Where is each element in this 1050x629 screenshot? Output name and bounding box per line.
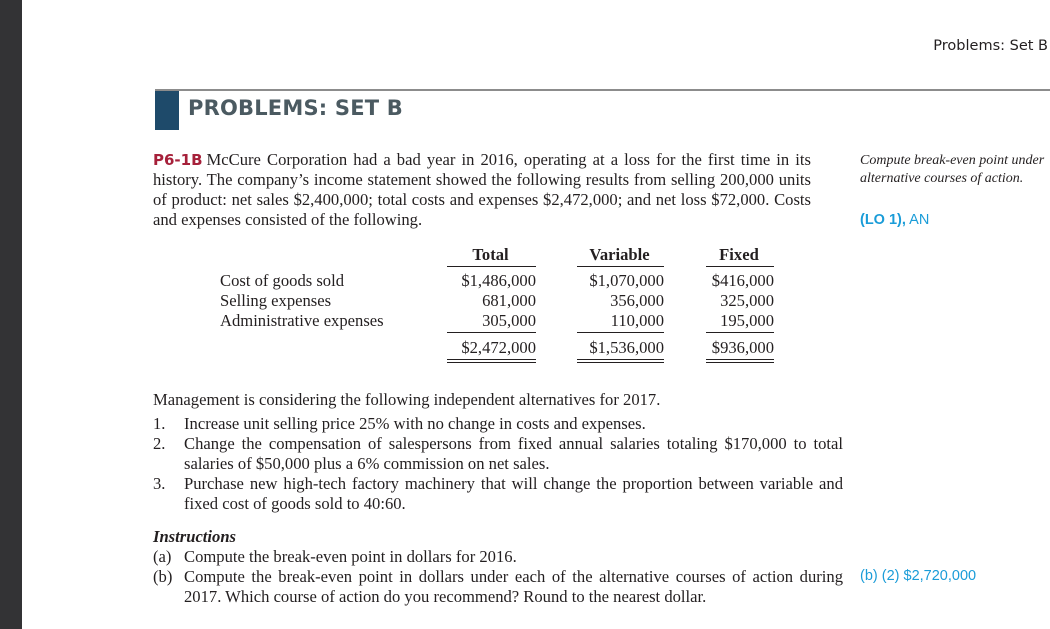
col-header-variable: Variable [589, 245, 650, 264]
item-marker: 1. [153, 414, 166, 433]
cell-fixed: 195,000 [720, 311, 774, 330]
problem-code: P6-1B [153, 151, 203, 169]
alternatives-list [153, 414, 843, 514]
subtotal-rule-total [447, 332, 536, 333]
total-variable: $1,536,000 [589, 338, 664, 357]
cell-variable: 356,000 [610, 291, 664, 310]
header-underline-variable [577, 266, 664, 267]
instruction-item [153, 547, 843, 567]
col-header-total: Total [472, 245, 509, 264]
alternative-item [153, 434, 843, 474]
subtotal-rule-fixed [706, 332, 774, 333]
item-marker: (b) [153, 567, 173, 586]
total-fixed: $936,000 [711, 338, 774, 357]
double-rule-variable [577, 359, 664, 363]
problem-intro [153, 150, 811, 230]
section-accent-block [155, 91, 179, 130]
management-intro: Management is considering the following independent alternatives for 2017. [153, 390, 661, 409]
cell-fixed: 325,000 [720, 291, 774, 310]
instruction-item [153, 567, 843, 607]
item-marker: (a) [153, 547, 172, 566]
section-header-rule [155, 89, 1050, 91]
cell-variable: 110,000 [610, 311, 664, 330]
subtotal-rule-variable [577, 332, 664, 333]
lo-label: (LO 1), [860, 212, 906, 228]
item-text: Compute the break-even point in dollars for 2016. [184, 547, 517, 566]
cell-total: 305,000 [482, 311, 536, 330]
instructions-heading: Instructions [153, 527, 237, 546]
total-total: $2,472,000 [461, 338, 536, 357]
item-text: Compute the break-even point in dollars under each of the alternative courses of action during 2017. Which course of action do you recommend? Round to the nearest dollar. [184, 567, 843, 606]
section-title: PROBLEMS: SET B [188, 96, 403, 120]
double-rule-fixed [706, 359, 774, 363]
col-header-fixed: Fixed [719, 245, 759, 264]
instructions-list [153, 547, 843, 607]
running-head: Problems: Set B [933, 38, 1048, 54]
cell-fixed: $416,000 [711, 271, 774, 290]
learning-objective-note: Compute break-even point under alternative courses of action. [860, 153, 1045, 186]
row-label: Administrative expenses [220, 311, 384, 330]
header-underline-fixed [706, 266, 774, 267]
header-underline-total [447, 266, 536, 267]
cell-total: 681,000 [482, 291, 536, 310]
problem-intro-text: McCure Corporation had a bad year in 2016, operating at a loss for the first time in its history. The company’s income statement showed the following results from selling 200,000 units of product: net sales $2,400,000; total costs and expenses $2,472,000; and net loss $72,000. Costs and expenses consisted of the following. [153, 150, 811, 229]
double-rule-total [447, 359, 536, 363]
row-label: Cost of goods sold [220, 271, 345, 290]
viewer-left-strip [0, 0, 22, 629]
row-label: Selling expenses [220, 291, 332, 310]
cell-variable: $1,070,000 [589, 271, 664, 290]
cell-total: $1,486,000 [461, 271, 536, 290]
learning-objective-ref [860, 212, 929, 228]
item-text: Increase unit selling price 25% with no change in costs and expenses. [184, 414, 646, 433]
skill-label: AN [909, 212, 930, 228]
alternative-item [153, 414, 843, 434]
alternative-item [153, 474, 843, 514]
item-marker: 3. [153, 474, 166, 493]
item-marker: 2. [153, 434, 166, 453]
check-figure-answer: (b) (2) $2,720,000 [860, 568, 977, 584]
item-text: Change the compensation of salespersons from fixed annual salaries totaling $170,000 to total salaries of $50,000 plus a 6% commission on net sales. [184, 434, 843, 473]
item-text: Purchase new high-tech factory machinery that will change the proportion between variable and fixed cost of goods sold to 40:60. [184, 474, 843, 513]
